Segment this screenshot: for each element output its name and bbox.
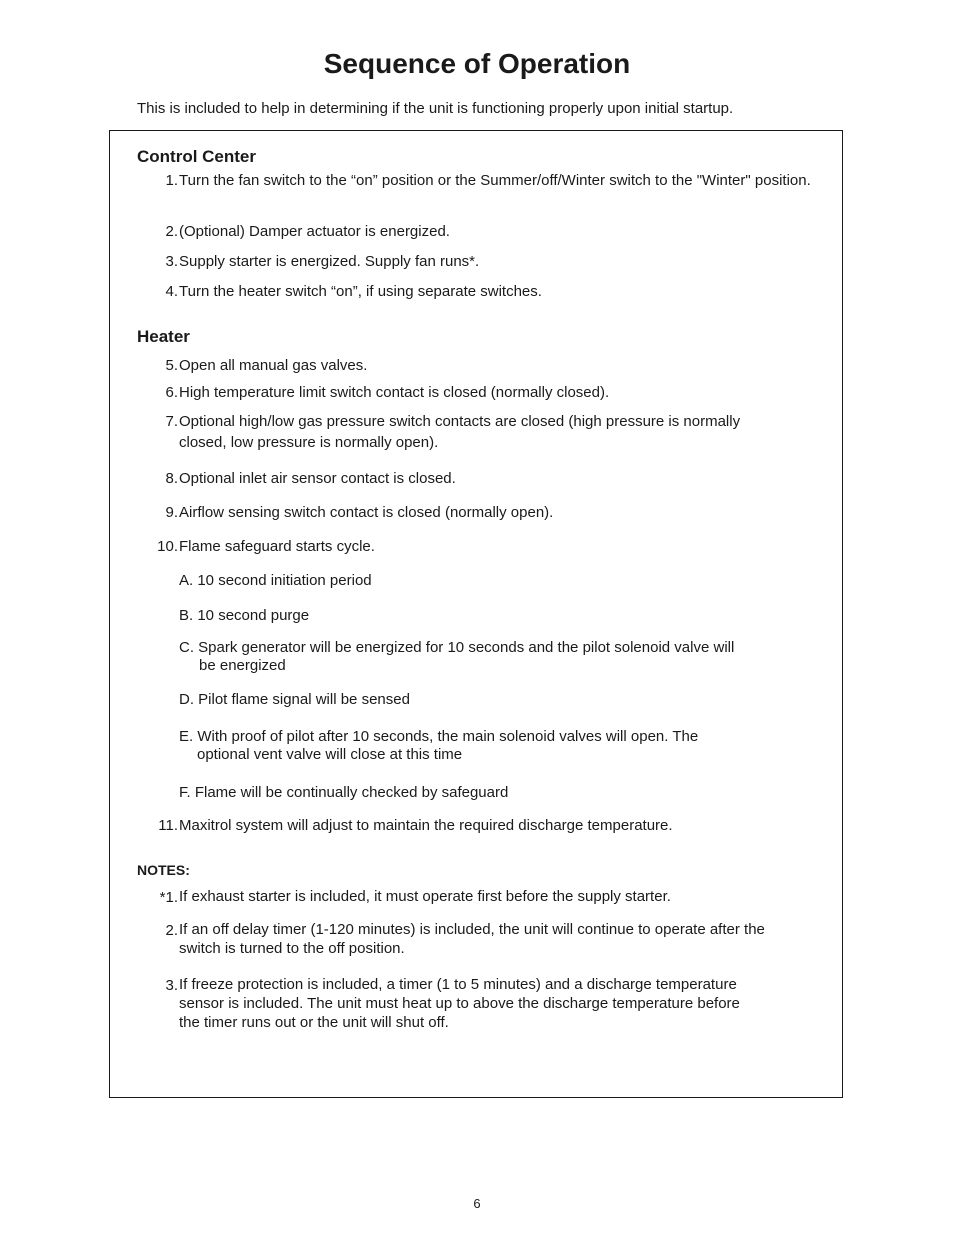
item-number: 4. — [165, 283, 178, 300]
sub-item-text: C. Spark generator will be energized for 10 seconds and the pilot solenoid valve will — [179, 639, 735, 656]
item-text: High temperature limit switch contact is closed (normally closed). — [179, 384, 610, 401]
item-number: 9. — [165, 504, 178, 521]
item-number: 6. — [165, 384, 178, 401]
item-text: Maxitrol system will adjust to maintain the required discharge temperature. — [179, 817, 673, 834]
item-number: 3. — [165, 253, 178, 270]
sequence-box — [109, 130, 843, 1098]
item-text: Optional inlet air sensor contact is closed. — [179, 470, 456, 487]
note-number: *1. — [159, 889, 178, 906]
sub-item — [179, 572, 799, 590]
sub-item — [179, 728, 799, 764]
item-number: 2. — [165, 223, 178, 240]
intro-text: This is included to help in determining if the unit is functioning properly upon initial startup. — [137, 100, 734, 117]
page-number: 6 — [473, 1196, 481, 1211]
item-number: 11. — [158, 817, 178, 834]
item-number: 5. — [165, 357, 178, 374]
sub-item-text: A. 10 second initiation period — [179, 572, 372, 589]
item-number: 1. — [165, 172, 178, 189]
sub-item-text: E. With proof of pilot after 10 seconds, the main solenoid valves will open. The — [179, 728, 699, 745]
sub-item-continuation: optional vent valve will close at this time — [197, 746, 463, 763]
sub-item — [179, 639, 799, 675]
sub-item — [179, 607, 799, 625]
item-number: 7. — [165, 413, 178, 430]
sub-item-text: D. Pilot flame signal will be sensed — [179, 691, 410, 708]
notes-heading: NOTES: — [137, 862, 190, 878]
note-text: If exhaust starter is included, it must operate first before the supply starter. — [179, 888, 671, 905]
sub-item-text: B. 10 second purge — [179, 607, 310, 624]
note-text: If freeze protection is included, a timer (1 to 5 minutes) and a discharge temperature sensor is included. The unit must heat up to above the discharge temperature before the timer runs out or the unit will shut off. — [179, 976, 740, 1031]
control-center-heading: Control Center — [137, 147, 256, 166]
item-text: Open all manual gas valves. — [179, 357, 368, 374]
item-text: Turn the fan switch to the “on” position or the Summer/off/Winter switch to the "Winter" position. — [179, 172, 811, 189]
note-number: 2. — [165, 922, 178, 939]
item-number: 10. — [157, 538, 178, 555]
item-number: 8. — [165, 470, 178, 487]
page-title: Sequence of Operation — [323, 48, 631, 79]
heater-heading: Heater — [137, 327, 190, 346]
sub-item-text: F. Flame will be continually checked by safeguard — [179, 784, 509, 801]
item-text: Optional high/low gas pressure switch contacts are closed (high pressure is normally closed, low pressure is normally open). — [179, 413, 741, 451]
sub-item — [179, 784, 799, 802]
item-text: Supply starter is energized. Supply fan runs*. — [179, 253, 480, 270]
item-text: Airflow sensing switch contact is closed (normally open). — [179, 504, 554, 521]
note-number: 3. — [165, 977, 178, 994]
sub-item-continuation: be energized — [199, 657, 286, 674]
item-text: Turn the heater switch “on”, if using separate switches. — [179, 283, 542, 300]
note-text: If an off delay timer (1-120 minutes) is included, the unit will continue to operate after the switch is turned to the off position. — [179, 921, 765, 957]
sub-item — [179, 691, 799, 709]
item-text: Flame safeguard starts cycle. — [179, 538, 375, 555]
item-text: (Optional) Damper actuator is energized. — [179, 223, 450, 240]
